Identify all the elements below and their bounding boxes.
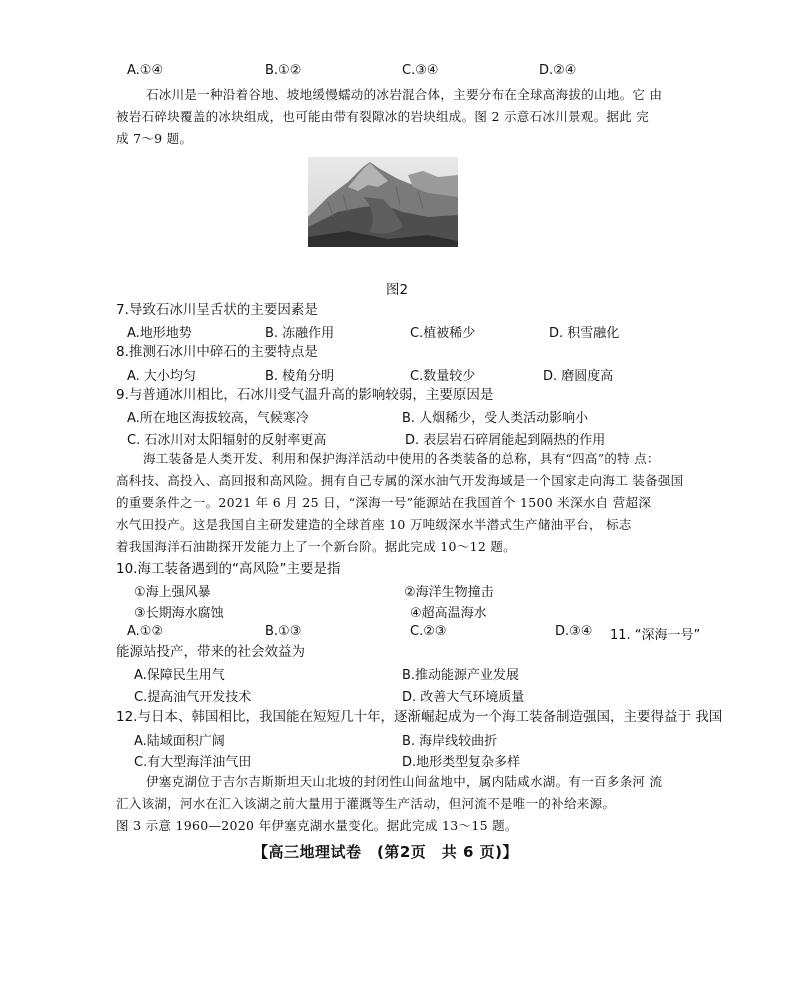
passage1-line: 石冰川是一种沿着谷地、坡地缓慢蠕动的冰岩混合体，主要分布在全球高海拔的山地。它 由 [146,87,663,102]
rock-glacier-photo [308,157,458,247]
q8-option-b: B. 棱角分明 [265,369,335,384]
q12-option-b: B. 海岸线较曲折 [402,734,498,749]
q8-stem: 8.推测石冰川中碎石的主要特点是 [116,344,318,360]
q8-option-c: C.数量较少 [410,369,476,384]
q10-item-1: ①海上强风暴 [134,585,211,600]
q10-option-c: C.②③ [410,624,447,639]
q8-option-d: D. 磨圆度高 [543,369,614,384]
passage3-line: 汇入该湖，河水在汇入该湖之前大量用于灌溉等生产活动，但河流不是唯一的补给来源。 [116,796,616,811]
q12-option-a: A.陆域面积广阔 [134,734,225,749]
q12-option-d: D.地形类型复杂多样 [402,755,521,770]
q8-option-a: A. 大小均匀 [127,369,196,384]
passage1-line: 被岩石碎块覆盖的冰块组成，也可能由带有裂隙冰的岩块组成。图 2 示意石冰川景观。据此 完 [116,109,650,124]
prev-option-c: C.③④ [402,63,439,78]
q7-stem: 7.导致石冰川呈舌状的主要因素是 [116,302,318,318]
figure-caption: 图2 [386,282,409,298]
prev-option-d: D.②④ [539,63,577,78]
q7-option-c: C.植被稀少 [410,326,476,341]
passage1-line: 成 7～9 题。 [116,131,193,146]
q9-stem: 9.与普通冰川相比，石冰川受气温升高的影响较弱，主要原因是 [116,387,494,403]
q12-stem: 12.与日本、韩国相比，我国能在短短几十年，逐渐崛起成为一个海工装备制造强国，主要得益于 我国 [116,709,723,725]
q10-stem: 10.海工装备遇到的“高风险”主要是指 [116,561,341,577]
passage2-line: 的重要条件之一。2021 年 6 月 25 日，“深海一号”能源站在我国首个 1500 米深水自 营超深 [116,495,652,510]
q11-option-d: D. 改善大气环境质量 [402,690,525,705]
passage2-line: 着我国海洋石油勘探开发能力上了一个新台阶。据此完成 10～12 题。 [116,539,516,554]
q11-option-a: A.保障民生用气 [134,668,225,683]
page-footer: 【高三地理试卷 (第2页 共 6 页)】 [253,843,519,861]
passage3-line: 图 3 示意 1960—2020 年伊塞克湖水量变化。据此完成 13～15 题。 [116,818,518,833]
q10-option-a: A.①② [127,624,164,639]
q12-option-c: C.有大型海洋油气田 [134,755,252,770]
q10-item-2: ②海洋生物撞击 [404,585,494,600]
q10-option-b: B.①③ [265,624,302,639]
q10-option-d: D.③④ [555,624,593,639]
prev-option-b: B.①② [265,63,302,78]
q11-stem-start: 11. “深海一号” [610,628,701,643]
q7-option-a: A.地形地势 [127,326,192,341]
passage2-line: 海工装备是人类开发、利用和保护海洋活动中使用的各类装备的总称，具有“四高”的特 点： [143,451,660,466]
passage3-line: 伊塞克湖位于吉尔吉斯斯坦天山北坡的封闭性山间盆地中，属内陆咸水湖。有一百多条河 流 [146,774,663,789]
q11-option-c: C.提高油气开发技术 [134,690,252,705]
passage2-line: 水气田投产。这是我国自主研发建造的全球首座 10 万吨级深水半潜式生产储油平台， 标志 [116,517,632,532]
q10-item-3: ③长期海水腐蚀 [134,606,224,621]
prev-option-a: A.①④ [127,63,164,78]
q11-option-b: B.推动能源产业发展 [402,668,520,683]
q10-item-4: ④超高温海水 [410,606,487,621]
q9-option-b: B. 人烟稀少，受人类活动影响小 [402,411,589,426]
q7-option-b: B. 冻融作用 [265,326,335,341]
q9-option-c: C. 石冰川对太阳辐射的反射率更高 [127,433,327,448]
passage2-line: 高科技、高投入、高回报和高风险。拥有自己专属的深水油气开发海域是一个国家走向海工 装备强国 [116,473,684,488]
q11-stem: 能源站投产，带来的社会效益为 [116,644,305,660]
q9-option-d: D. 表层岩石碎屑能起到隔热的作用 [405,433,606,448]
q7-option-d: D. 积雪融化 [549,326,620,341]
q9-option-a: A.所在地区海拔较高，气候寒冷 [127,411,309,426]
